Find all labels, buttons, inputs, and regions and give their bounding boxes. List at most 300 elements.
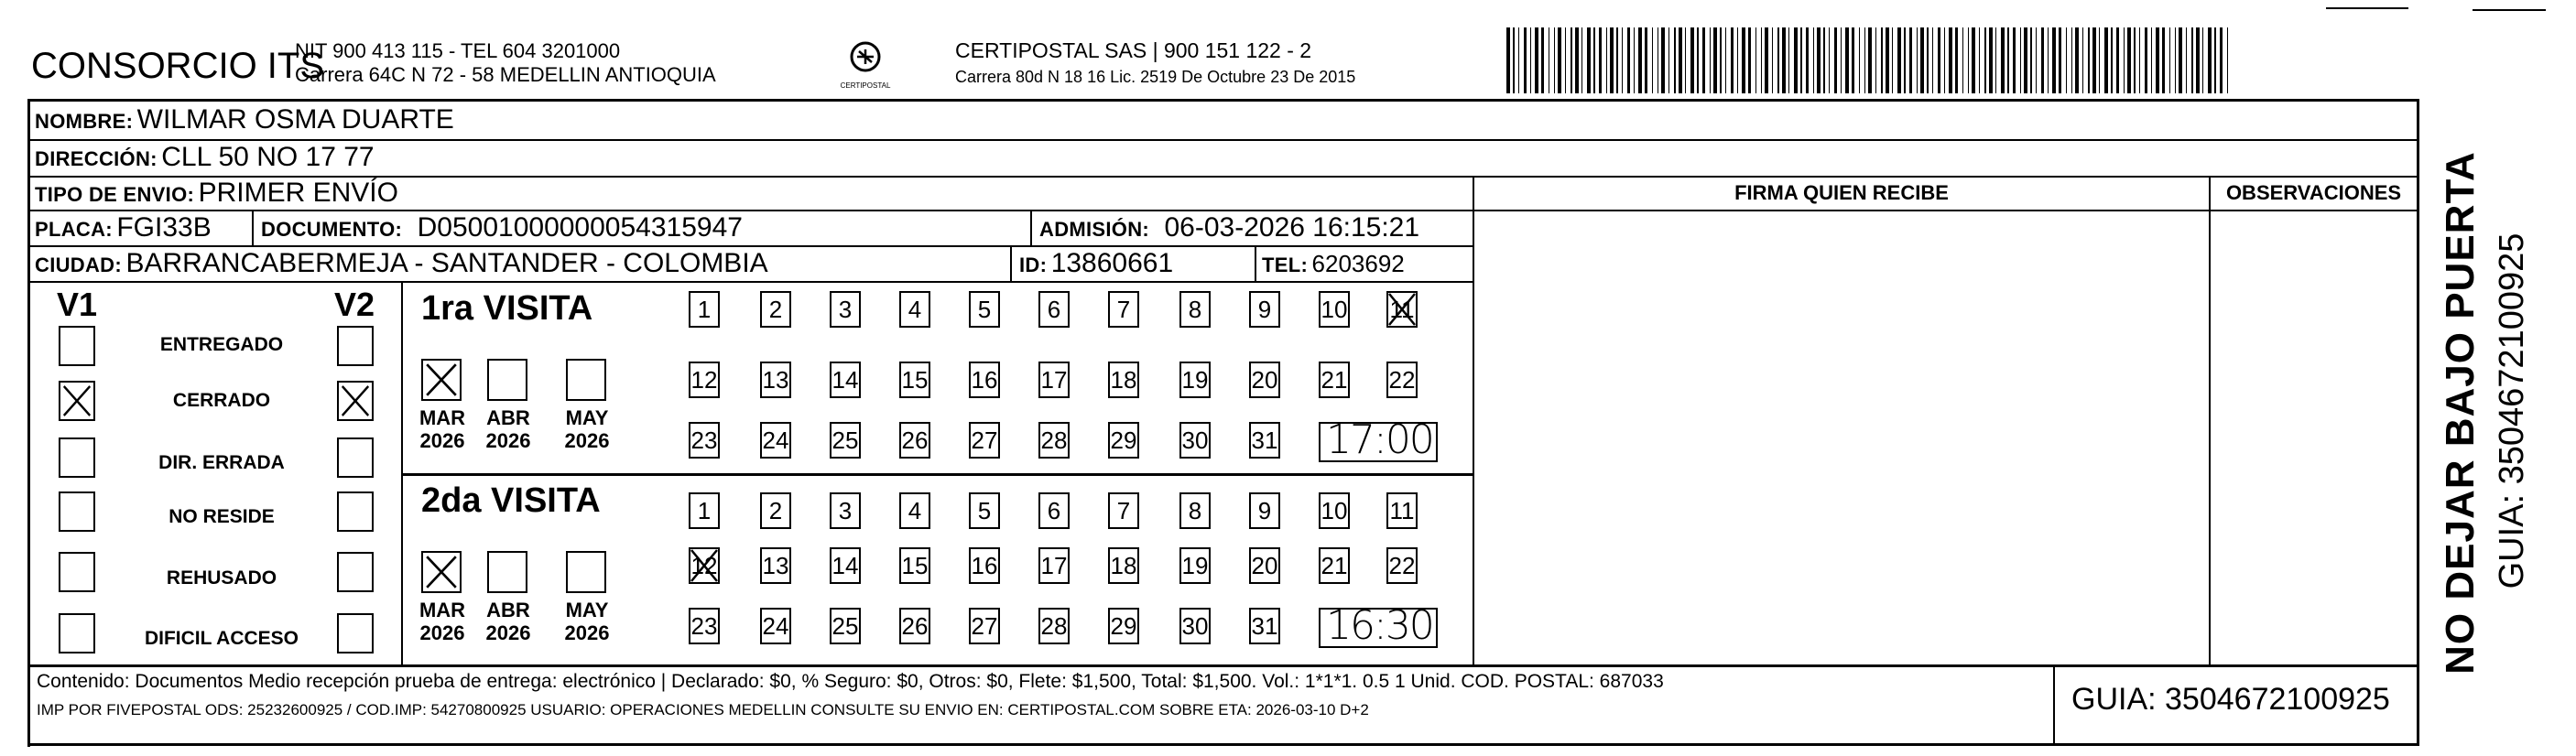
barcode-bar bbox=[2175, 27, 2176, 93]
barcode-bar bbox=[1554, 27, 1555, 93]
barcode-bar bbox=[1581, 27, 1582, 93]
visit-1-day-15[interactable] bbox=[899, 362, 930, 398]
day-number: 2 bbox=[768, 497, 783, 524]
barcode-bar bbox=[1772, 27, 1773, 93]
address-row bbox=[35, 142, 375, 173]
day-number: 28 bbox=[1040, 612, 1068, 640]
barcode-bar bbox=[1731, 27, 1734, 93]
visit-1-day-19[interactable] bbox=[1179, 362, 1211, 398]
barcode-bar bbox=[2169, 27, 2170, 93]
day-number: 15 bbox=[901, 366, 929, 394]
do-not-leave-under-door-notice: NO DEJAR BAJO PUERTA bbox=[2438, 151, 2483, 675]
visit-1-month-label bbox=[410, 406, 474, 452]
visit-2-day-31[interactable] bbox=[1249, 608, 1280, 644]
barcode-bar bbox=[2092, 27, 2096, 93]
barcode-bar bbox=[1800, 27, 1802, 93]
frame-top bbox=[27, 99, 2419, 102]
day-number: 12 bbox=[690, 366, 718, 394]
visit-2-month-label bbox=[476, 599, 540, 644]
barcode-bar bbox=[2007, 27, 2009, 93]
barcode-bar bbox=[1702, 27, 1705, 93]
year-label: 2026 bbox=[419, 621, 465, 644]
visit-2-day-20[interactable] bbox=[1249, 547, 1280, 584]
v2-checkbox-3[interactable] bbox=[337, 491, 374, 532]
barcode-bar bbox=[1627, 27, 1630, 93]
barcode-bar bbox=[1813, 27, 1814, 93]
visit-2-month-label bbox=[410, 599, 474, 644]
barcode-bar bbox=[2227, 27, 2228, 93]
visit-1-day-23[interactable] bbox=[689, 422, 720, 459]
side-guia-number: GUIA: 3504672100925 bbox=[2493, 232, 2531, 589]
v2-checkbox-5[interactable] bbox=[337, 613, 374, 653]
month-label: MAR bbox=[418, 599, 466, 621]
barcode-bar bbox=[1920, 27, 1924, 93]
day-number: 3 bbox=[838, 296, 853, 323]
barcode-bar bbox=[1917, 27, 1918, 93]
barcode-bar bbox=[2066, 27, 2067, 93]
document-value: D05001000000054315947 bbox=[417, 212, 743, 243]
day-number: 10 bbox=[1321, 497, 1348, 524]
visit-2-day-12[interactable] bbox=[689, 547, 720, 584]
visit-1-day-5[interactable] bbox=[969, 291, 1000, 328]
v1-checkbox-2[interactable] bbox=[59, 437, 95, 478]
barcode-bar bbox=[2020, 27, 2021, 93]
day-number: 5 bbox=[977, 296, 992, 323]
carrier-address: Carrera 80d N 18 16 Lic. 2519 De Octubre 23 De 2015 bbox=[955, 68, 1356, 86]
barcode bbox=[1506, 27, 2234, 93]
visit-2-day-2[interactable] bbox=[760, 492, 791, 529]
day-number: 21 bbox=[1321, 366, 1348, 394]
barcode-bar bbox=[2139, 27, 2140, 93]
barcode-bar bbox=[1817, 27, 1821, 93]
barcode-bar bbox=[1881, 27, 1883, 93]
visit-1-day-3[interactable] bbox=[830, 291, 861, 328]
visit-2-day-19[interactable] bbox=[1179, 547, 1211, 584]
print-info-line: IMP POR FIVEPOSTAL ODS: 25232600925 / COD.IMP: 54270800925 USUARIO: OPERACIONES MEDELLIN CONSULTE SU ENVIO EN: CERTIPOSTAL.COM SOBRE ETA: 2026-03-10 D+2 bbox=[37, 701, 1369, 718]
year-label: 2026 bbox=[419, 429, 465, 452]
certipostal-logo-icon bbox=[839, 38, 892, 93]
shipping-type-label: TIPO DE ENVIO: bbox=[35, 183, 195, 206]
visit-title-2: 2da VISITA bbox=[421, 481, 601, 520]
visit-1-day-12[interactable] bbox=[689, 362, 720, 398]
visit-2-day-25[interactable] bbox=[830, 608, 861, 644]
barcode-bar bbox=[2075, 27, 2079, 93]
barcode-bar bbox=[1955, 27, 1958, 93]
visit-2-day-10[interactable] bbox=[1319, 492, 1350, 529]
visit-1-day-8[interactable] bbox=[1179, 291, 1211, 328]
x-mark-icon bbox=[339, 383, 372, 419]
barcode-bar bbox=[2145, 27, 2147, 93]
day-number: 14 bbox=[831, 366, 859, 394]
barcode-bar bbox=[1593, 27, 1595, 93]
visit-2-day-22[interactable] bbox=[1386, 547, 1418, 584]
barcode-bar bbox=[1868, 27, 1872, 93]
visit-1-month-checkbox-abr[interactable] bbox=[487, 359, 527, 401]
barcode-bar bbox=[1989, 27, 1993, 93]
barcode-bar bbox=[1506, 27, 1510, 93]
name-label: NOMBRE: bbox=[35, 110, 134, 133]
visit-1-day-4[interactable] bbox=[899, 291, 930, 328]
status-reason-label: REHUSADO bbox=[166, 567, 277, 589]
barcode-bar bbox=[1713, 27, 1717, 93]
visit-1-day-10[interactable] bbox=[1319, 291, 1350, 328]
side-panel bbox=[2418, 99, 2531, 749]
barcode-bar bbox=[2151, 27, 2152, 93]
visit-1-day-26[interactable] bbox=[899, 422, 930, 459]
contents-line: Contenido: Documentos Medio recepción prueba de entrega: electrónico | Declarado: $0, % Seguro: $0, Otros: $0, Flete: $1,500, Total: $1,500. Vol.: 1*1*1. 0.5 1 Unid. COD. POSTAL: 687033 bbox=[37, 671, 1664, 692]
barcode-bar bbox=[2196, 27, 2200, 93]
x-mark-icon bbox=[1386, 291, 1418, 328]
barcode-bar bbox=[2214, 27, 2216, 93]
visit-2-day-21[interactable] bbox=[1319, 547, 1350, 584]
day-number: 14 bbox=[831, 552, 859, 579]
day-number: 31 bbox=[1251, 612, 1278, 640]
barcode-bar bbox=[1765, 27, 1768, 93]
barcode-bar bbox=[1962, 27, 1963, 93]
barcode-bar bbox=[1710, 27, 1711, 93]
visit-1-day-16[interactable] bbox=[969, 362, 1000, 398]
day-number: 26 bbox=[901, 427, 929, 454]
day-number: 23 bbox=[690, 427, 718, 454]
city-value: BARRANCABERMEJA - SANTANDER - COLOMBIA bbox=[125, 248, 768, 278]
tel-label: TEL: bbox=[1262, 254, 1309, 276]
barcode-bar bbox=[2082, 27, 2083, 93]
visit-2-day-4[interactable] bbox=[899, 492, 930, 529]
month-label: MAY bbox=[565, 406, 609, 429]
document-label: DOCUMENTO: bbox=[261, 218, 403, 241]
v1-header: V1 bbox=[57, 286, 98, 323]
company-address-line: Carrera 64C N 72 - 58 MEDELLIN ANTIOQUIA bbox=[295, 63, 716, 86]
recipient-address: CLL 50 NO 17 77 bbox=[161, 142, 375, 172]
visit-1-day-30[interactable] bbox=[1179, 422, 1211, 459]
city-label: CIUDAD: bbox=[35, 254, 122, 276]
barcode-bar bbox=[1794, 27, 1798, 93]
day-number: 15 bbox=[901, 552, 929, 579]
visit-1-day-6[interactable] bbox=[1038, 291, 1070, 328]
barcode-bar bbox=[2191, 27, 2193, 93]
barcode-bar bbox=[2024, 27, 2027, 93]
barcode-bar bbox=[2048, 27, 2049, 93]
day-number: 7 bbox=[1116, 296, 1131, 323]
v1-checkbox-3[interactable] bbox=[59, 491, 95, 532]
visit-1-day-20[interactable] bbox=[1249, 362, 1280, 398]
day-number: 29 bbox=[1110, 427, 1137, 454]
day-number: 30 bbox=[1181, 612, 1209, 640]
observations-column-header: OBSERVACIONES bbox=[2225, 181, 2402, 204]
day-number: 25 bbox=[831, 612, 859, 640]
day-number: 8 bbox=[1188, 296, 1202, 323]
visit-2-day-17[interactable] bbox=[1038, 547, 1070, 584]
status-reason-label: ENTREGADO bbox=[159, 334, 284, 355]
v2-header: V2 bbox=[334, 286, 375, 323]
barcode-bar bbox=[1575, 27, 1579, 93]
v1-checkbox-5[interactable] bbox=[59, 613, 95, 653]
barcode-bar bbox=[1634, 27, 1635, 93]
visit-2-day-23[interactable] bbox=[689, 608, 720, 644]
visit-2-time-box[interactable] bbox=[1319, 602, 1438, 649]
day-number: 17 bbox=[1040, 552, 1068, 579]
visit-1-month-checkbox-may[interactable] bbox=[566, 359, 606, 401]
month-label: ABR bbox=[486, 599, 530, 621]
barcode-bar bbox=[1938, 27, 1940, 93]
visit-title-1: 1ra VISITA bbox=[421, 289, 593, 328]
barcode-bar bbox=[2127, 27, 2131, 93]
day-number: 30 bbox=[1181, 427, 1209, 454]
barcode-bar bbox=[2220, 27, 2223, 93]
day-number: 4 bbox=[908, 296, 922, 323]
barcode-bar bbox=[2134, 27, 2136, 93]
signature-column-header: FIRMA QUIEN RECIBE bbox=[1734, 181, 1949, 204]
barcode-bar bbox=[1897, 27, 1901, 93]
day-number: 1 bbox=[697, 497, 712, 524]
visit-2-day-18[interactable] bbox=[1108, 547, 1139, 584]
visit-2-day-26[interactable] bbox=[899, 608, 930, 644]
status-reason-label: DIFICIL ACCESO bbox=[144, 628, 299, 649]
visit-2-month-checkbox-abr[interactable] bbox=[487, 551, 527, 593]
day-number: 12 bbox=[690, 552, 718, 579]
visit-2-month-checkbox-may[interactable] bbox=[566, 551, 606, 593]
day-number: 4 bbox=[908, 497, 922, 524]
frame-left bbox=[27, 99, 30, 747]
visit-2-day-3[interactable] bbox=[830, 492, 861, 529]
barcode-bar bbox=[2116, 27, 2119, 93]
day-number: 26 bbox=[901, 612, 929, 640]
barcode-bar bbox=[1652, 27, 1653, 93]
barcode-bar bbox=[1622, 27, 1623, 93]
day-number: 18 bbox=[1110, 366, 1137, 394]
day-number: 1 bbox=[697, 296, 712, 323]
visit-2-day-11[interactable] bbox=[1386, 492, 1418, 529]
barcode-bar bbox=[2071, 27, 2072, 93]
day-number: 13 bbox=[762, 552, 789, 579]
visit-2-day-9[interactable] bbox=[1249, 492, 1280, 529]
day-number: 25 bbox=[831, 427, 859, 454]
barcode-bar bbox=[1720, 27, 1722, 93]
day-number: 16 bbox=[971, 552, 998, 579]
month-label: MAR bbox=[418, 406, 466, 429]
barcode-bar bbox=[2179, 27, 2182, 93]
visit-1-month-checkbox-mar[interactable] bbox=[421, 359, 462, 401]
visit-1-time-box[interactable] bbox=[1319, 416, 1438, 463]
frame-bottom bbox=[27, 743, 2419, 746]
barcode-bar bbox=[1859, 27, 1860, 93]
day-number: 17 bbox=[1040, 366, 1068, 394]
barcode-bar bbox=[1668, 27, 1669, 93]
barcode-bar bbox=[2059, 27, 2061, 93]
barcode-bar bbox=[1864, 27, 1865, 93]
visit-1-day-11[interactable] bbox=[1386, 291, 1418, 328]
visit-2-day-8[interactable] bbox=[1179, 492, 1211, 529]
visit-1-day-21[interactable] bbox=[1319, 362, 1350, 398]
barcode-bar bbox=[1513, 27, 1515, 93]
barcode-bar bbox=[1599, 27, 1602, 93]
day-number: 22 bbox=[1388, 366, 1416, 394]
visit-1-day-13[interactable] bbox=[760, 362, 791, 398]
x-mark-icon bbox=[689, 547, 720, 584]
day-number: 21 bbox=[1321, 552, 1348, 579]
day-number: 19 bbox=[1181, 366, 1209, 394]
year-label: 2026 bbox=[485, 621, 531, 644]
day-number: 19 bbox=[1181, 552, 1209, 579]
barcode-bar bbox=[1829, 27, 1830, 93]
barcode-bar bbox=[1674, 27, 1676, 93]
day-number: 27 bbox=[971, 612, 998, 640]
barcode-bar bbox=[1927, 27, 1929, 93]
visit-2-day-16[interactable] bbox=[969, 547, 1000, 584]
visit-1-day-28[interactable] bbox=[1038, 422, 1070, 459]
shipping-type-row bbox=[35, 178, 398, 209]
barcode-bar bbox=[1761, 27, 1762, 93]
visit-2-month-checkbox-mar[interactable] bbox=[421, 551, 462, 593]
day-number: 8 bbox=[1188, 497, 1202, 524]
day-number: 13 bbox=[762, 366, 789, 394]
admission-field bbox=[1039, 212, 1419, 243]
barcode-bar bbox=[1742, 27, 1745, 93]
barcode-bar bbox=[2104, 27, 2108, 93]
visit-1-day-25[interactable] bbox=[830, 422, 861, 459]
day-number: 24 bbox=[762, 612, 789, 640]
day-number: 7 bbox=[1116, 497, 1131, 524]
barcode-bar bbox=[2088, 27, 2090, 93]
visit-1-day-24[interactable] bbox=[760, 422, 791, 459]
barcode-bar bbox=[1558, 27, 1561, 93]
v1-checkbox-1[interactable] bbox=[59, 381, 95, 421]
visit-1-day-18[interactable] bbox=[1108, 362, 1139, 398]
city-field bbox=[35, 248, 768, 279]
v2-checkbox-2[interactable] bbox=[337, 437, 374, 478]
visit-2-month-label bbox=[555, 599, 619, 644]
status-reason-label: DIR. ERRADA bbox=[158, 452, 285, 473]
x-mark-icon bbox=[423, 553, 460, 591]
barcode-bar bbox=[2099, 27, 2100, 93]
barcode-bar bbox=[1697, 27, 1699, 93]
barcode-bar bbox=[1984, 27, 1986, 93]
barcode-bar bbox=[1823, 27, 1825, 93]
visit-1-day-29[interactable] bbox=[1108, 422, 1139, 459]
day-number: 18 bbox=[1110, 552, 1137, 579]
barcode-bar bbox=[1587, 27, 1591, 93]
visit-1-day-14[interactable] bbox=[830, 362, 861, 398]
v1-checkbox-0[interactable] bbox=[59, 326, 95, 366]
visit-2-day-29[interactable] bbox=[1108, 608, 1139, 644]
status-reason-label: CERRADO bbox=[172, 390, 271, 411]
visit-2-day-28[interactable] bbox=[1038, 608, 1070, 644]
visit-1-day-7[interactable] bbox=[1108, 291, 1139, 328]
visit-2-day-14[interactable] bbox=[830, 547, 861, 584]
visit-2-time-value: 16:30 bbox=[1326, 602, 1433, 649]
barcode-bar bbox=[1518, 27, 1519, 93]
visit-1-day-31[interactable] bbox=[1249, 422, 1280, 459]
plate-label: PLACA: bbox=[35, 218, 113, 241]
id-label: ID: bbox=[1019, 254, 1048, 276]
barcode-bar bbox=[2156, 27, 2159, 93]
v1-checkbox-4[interactable] bbox=[59, 552, 95, 592]
name-row bbox=[35, 104, 454, 135]
barcode-bar bbox=[1530, 27, 1531, 93]
day-number: 9 bbox=[1257, 497, 1272, 524]
barcode-bar bbox=[2001, 27, 2005, 93]
v2-checkbox-0[interactable] bbox=[337, 326, 374, 366]
recipient-name: WILMAR OSMA DUARTE bbox=[136, 104, 454, 135]
visit-2-day-5[interactable] bbox=[969, 492, 1000, 529]
day-number: 6 bbox=[1047, 497, 1061, 524]
visit-2-day-15[interactable] bbox=[899, 547, 930, 584]
visit-2-day-7[interactable] bbox=[1108, 492, 1139, 529]
barcode-bar bbox=[1932, 27, 1933, 93]
visit-1-day-27[interactable] bbox=[969, 422, 1000, 459]
barcode-bar bbox=[1638, 27, 1642, 93]
visit-1-day-17[interactable] bbox=[1038, 362, 1070, 398]
barcode-bar bbox=[1904, 27, 1906, 93]
barcode-bar bbox=[1979, 27, 1980, 93]
barcode-bar bbox=[1571, 27, 1572, 93]
barcode-bar bbox=[2208, 27, 2212, 93]
v2-checkbox-1[interactable] bbox=[337, 381, 374, 421]
barcode-bar bbox=[2052, 27, 2056, 93]
barcode-bar bbox=[1949, 27, 1952, 93]
barcode-bar bbox=[1875, 27, 1876, 93]
barcode-bar bbox=[2030, 27, 2032, 93]
shipping-type: PRIMER ENVÍO bbox=[198, 178, 398, 208]
visit-1-day-2[interactable] bbox=[760, 291, 791, 328]
visit-1-day-1[interactable] bbox=[689, 291, 720, 328]
barcode-bar bbox=[1690, 27, 1694, 93]
footer-guia-number: GUIA: 3504672100925 bbox=[2071, 682, 2390, 717]
barcode-bar bbox=[2162, 27, 2165, 93]
barcode-bar bbox=[1886, 27, 1889, 93]
visit-2-day-24[interactable] bbox=[760, 608, 791, 644]
barcode-bar bbox=[1661, 27, 1665, 93]
visit-2-day-30[interactable] bbox=[1179, 608, 1211, 644]
barcode-bar bbox=[1834, 27, 1837, 93]
admission-label: ADMISIÓN: bbox=[1039, 218, 1150, 241]
barcode-bar bbox=[1737, 27, 1738, 93]
barcode-bar bbox=[1845, 27, 1849, 93]
day-number: 10 bbox=[1321, 296, 1348, 323]
day-number: 16 bbox=[971, 366, 998, 394]
visit-1-day-22[interactable] bbox=[1386, 362, 1418, 398]
visit-2-day-27[interactable] bbox=[969, 608, 1000, 644]
day-number: 6 bbox=[1047, 296, 1061, 323]
year-label: 2026 bbox=[485, 429, 531, 452]
barcode-bar bbox=[1995, 27, 1996, 93]
day-number: 31 bbox=[1251, 427, 1278, 454]
visit-2-day-6[interactable] bbox=[1038, 492, 1070, 529]
barcode-bar bbox=[1645, 27, 1647, 93]
barcode-bar bbox=[1944, 27, 1945, 93]
day-number: 20 bbox=[1251, 552, 1278, 579]
barcode-bar bbox=[1541, 27, 1544, 93]
plate-field bbox=[35, 212, 212, 243]
barcode-bar bbox=[1610, 27, 1614, 93]
plate-value: FGI33B bbox=[116, 212, 212, 243]
visit-2-day-1[interactable] bbox=[689, 492, 720, 529]
month-label: ABR bbox=[486, 406, 530, 429]
barcode-bar bbox=[1616, 27, 1618, 93]
visit-2-day-13[interactable] bbox=[760, 547, 791, 584]
barcode-bar bbox=[1788, 27, 1789, 93]
day-number: 22 bbox=[1388, 552, 1416, 579]
v2-checkbox-4[interactable] bbox=[337, 552, 374, 592]
visit-1-day-9[interactable] bbox=[1249, 291, 1280, 328]
barcode-bar bbox=[2041, 27, 2044, 93]
x-mark-icon bbox=[60, 383, 93, 419]
barcode-bar bbox=[1748, 27, 1751, 93]
barcode-bar bbox=[1972, 27, 1975, 93]
logo-text: CERTIPOSTAL bbox=[840, 81, 891, 90]
day-number: 23 bbox=[690, 612, 718, 640]
tel-field bbox=[1262, 250, 1405, 278]
